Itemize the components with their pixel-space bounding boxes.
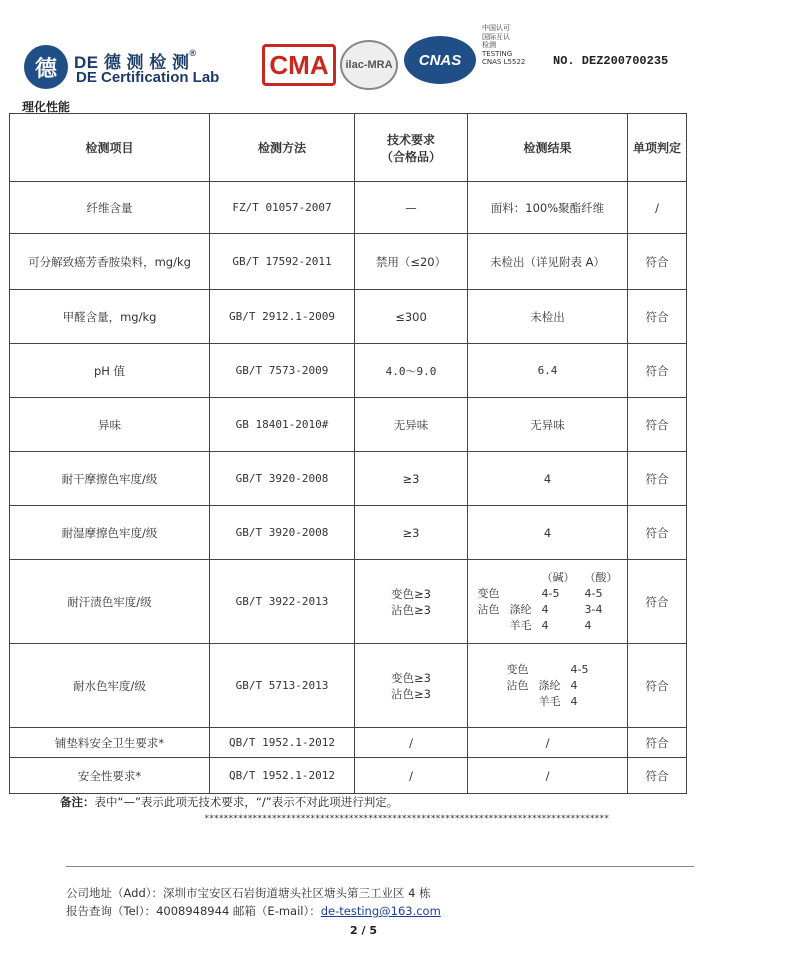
cma-logo-icon: CMA	[262, 44, 336, 86]
table-row	[10, 758, 687, 794]
item-cell: 纤维含量	[10, 182, 210, 234]
address-line: 公司地址（Add）：深圳市宝安区石岩街道塘头社区塘头第三工业区 4 栋	[66, 886, 431, 900]
requirement-cell: 禁用（≤20）	[355, 234, 468, 290]
result-cell: 无异味	[468, 398, 628, 452]
item-cell: 耐汗渍色牢度/级	[10, 560, 210, 644]
cnas-logo-icon: CNAS	[404, 36, 476, 84]
end-of-table-stars: ************************************************************************************	[204, 814, 609, 824]
verdict-cell: 符合	[628, 398, 687, 452]
item-cell: 可分解致癌芳香胺染料，mg/kg	[10, 234, 210, 290]
result-cell: 面料：100%聚酯纤维	[468, 182, 628, 234]
table-row	[10, 182, 687, 234]
result-cell: 变色 4-5 沾色 涤纶 4 羊毛 4	[468, 644, 628, 728]
table-row	[10, 344, 687, 398]
result-cell: /	[468, 758, 628, 794]
table-row	[10, 506, 687, 560]
method-cell: QB/T 1952.1-2012	[210, 758, 355, 794]
test-results-table	[9, 113, 687, 794]
item-cell: 异味	[10, 398, 210, 452]
item-cell: 耐湿摩擦色牢度/级	[10, 506, 210, 560]
table-row	[10, 560, 687, 644]
item-cell: 铺垫料安全卫生要求*	[10, 728, 210, 758]
result-cell: 4	[468, 452, 628, 506]
method-cell: FZ/T 01057-2007	[210, 182, 355, 234]
item-cell: 耐干摩擦色牢度/级	[10, 452, 210, 506]
footer-divider	[66, 866, 694, 867]
header-verdict: 单项判定	[628, 114, 687, 182]
item-cell: 甲醛含量，mg/kg	[10, 290, 210, 344]
method-cell: GB/T 5713-2013	[210, 644, 355, 728]
brand-subtitle: DE Certification Lab	[76, 69, 220, 86]
method-cell: GB/T 3920-2008	[210, 452, 355, 506]
item-cell: 安全性要求*	[10, 758, 210, 794]
header-result: 检测结果	[468, 114, 628, 182]
result-cell: （碱） （酸） 变色 4-5 4-5 沾色 涤纶 4 3-4 羊毛 4 4	[468, 560, 628, 644]
verdict-cell: 符合	[628, 290, 687, 344]
result-cell: 4	[468, 506, 628, 560]
ilac-mra-logo-icon: ilac-MRA	[340, 40, 398, 90]
result-cell: 未检出	[468, 290, 628, 344]
method-cell: GB/T 7573-2009	[210, 344, 355, 398]
table-row	[10, 398, 687, 452]
email-link[interactable]: de-testing@163.com	[320, 904, 441, 918]
section-title: 理化性能	[22, 100, 71, 114]
cnas-accreditation-text: 中国认可 国际互认 检测 TESTING CNAS L5522	[482, 24, 526, 67]
requirement-cell: ≥3	[355, 452, 468, 506]
verdict-cell: 符合	[628, 506, 687, 560]
requirement-cell: 变色≥3 沾色≥3	[355, 644, 468, 728]
report-header	[0, 0, 790, 100]
verdict-cell: 符合	[628, 452, 687, 506]
requirement-cell: 4.0～9.0	[355, 344, 468, 398]
method-cell: GB/T 3920-2008	[210, 506, 355, 560]
method-cell: GB/T 17592-2011	[210, 234, 355, 290]
result-cell: /	[468, 728, 628, 758]
table-row	[10, 290, 687, 344]
item-cell: 耐水色牢度/级	[10, 644, 210, 728]
requirement-cell: ≥3	[355, 506, 468, 560]
verdict-cell: 符合	[628, 758, 687, 794]
verdict-cell: 符合	[628, 344, 687, 398]
result-cell: 6.4	[468, 344, 628, 398]
requirement-cell: —	[355, 182, 468, 234]
verdict-cell: /	[628, 182, 687, 234]
contact-line: 报告查询（Tel）：4008948944 邮箱（E-mail）：de-testing@163.com	[66, 904, 441, 918]
footer-contact	[66, 884, 441, 920]
requirement-cell: 变色≥3 沾色≥3	[355, 560, 468, 644]
header-requirement: 技术要求 （合格品）	[355, 114, 468, 182]
report-number: NO. DEZ200700235	[553, 54, 669, 68]
requirement-cell: ≤300	[355, 290, 468, 344]
verdict-cell: 符合	[628, 560, 687, 644]
de-logo-icon: 德	[24, 45, 68, 89]
header-method: 检测方法	[210, 114, 355, 182]
table-row	[10, 644, 687, 728]
requirement-cell: /	[355, 758, 468, 794]
requirement-cell: /	[355, 728, 468, 758]
remarks: 备注：表中“—”表示此项无技术要求，“/”表示不对此项进行判定。	[60, 795, 399, 809]
table-row	[10, 452, 687, 506]
header-item: 检测项目	[10, 114, 210, 182]
method-cell: QB/T 1952.1-2012	[210, 728, 355, 758]
method-cell: GB 18401-2010#	[210, 398, 355, 452]
result-cell: 未检出（详见附表 A）	[468, 234, 628, 290]
table-row	[10, 728, 687, 758]
item-cell: pH 值	[10, 344, 210, 398]
method-cell: GB/T 2912.1-2009	[210, 290, 355, 344]
requirement-cell: 无异味	[355, 398, 468, 452]
verdict-cell: 符合	[628, 644, 687, 728]
brand-name: DE 德 测 检 测®	[74, 48, 197, 72]
verdict-cell: 符合	[628, 728, 687, 758]
table-row	[10, 234, 687, 290]
table-header-row	[10, 114, 687, 182]
verdict-cell: 符合	[628, 234, 687, 290]
method-cell: GB/T 3922-2013	[210, 560, 355, 644]
page-number: 2 / 5	[350, 924, 377, 937]
